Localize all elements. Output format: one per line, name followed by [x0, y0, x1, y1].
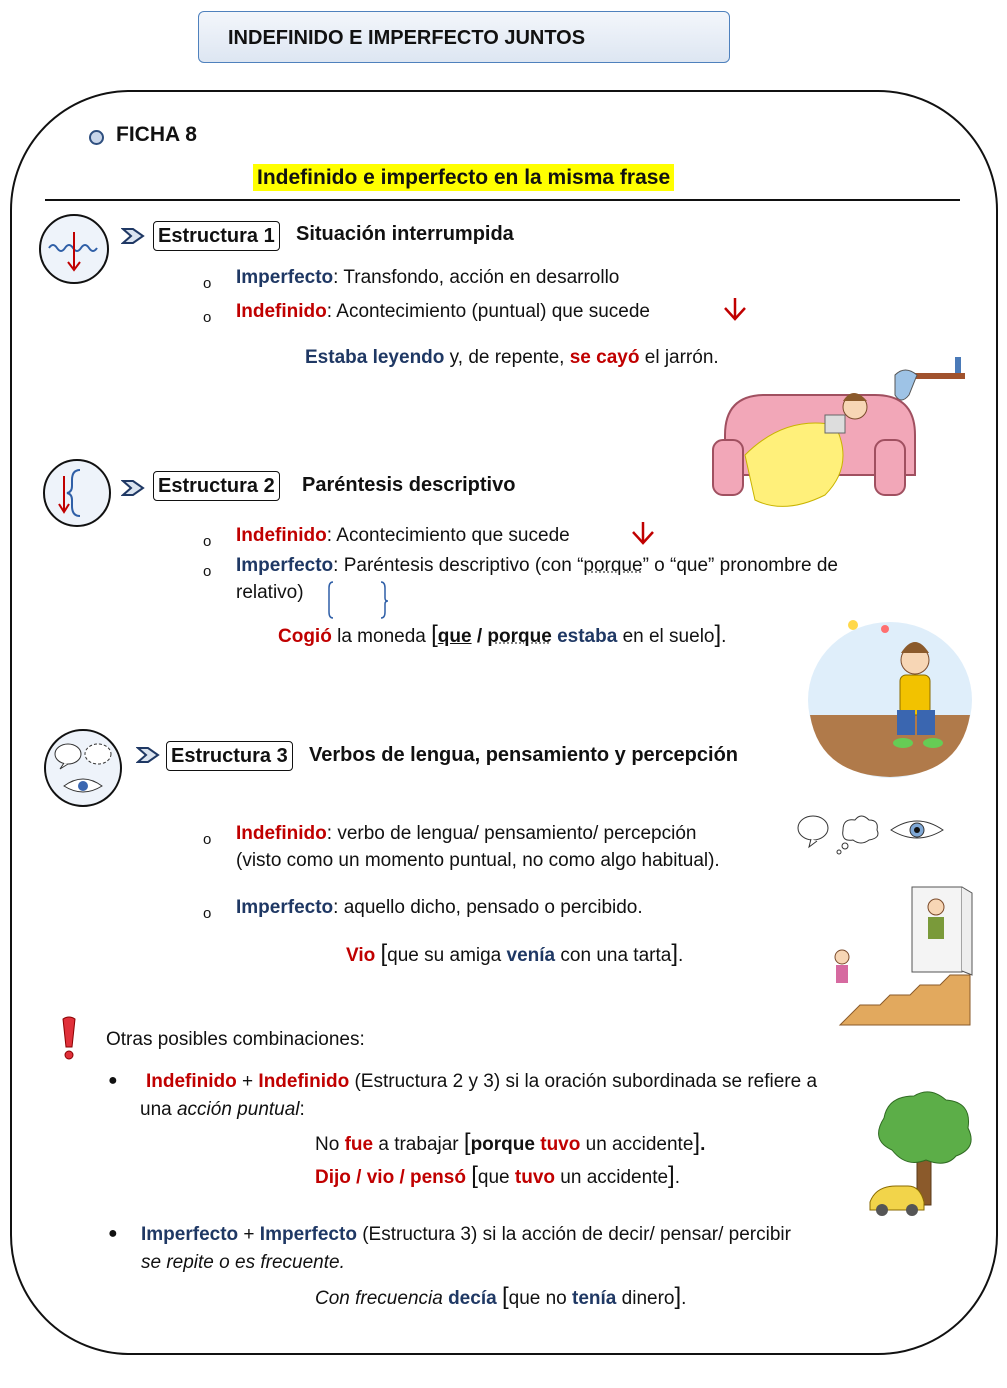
estructura-3-heading: Verbos de lengua, pensamiento y percepción	[309, 744, 739, 766]
exclamation-icon	[58, 1016, 80, 1062]
otras-point-2: Imperfecto + Imperfecto (Estructura 3) si la acción de decir/ pensar/ percibir	[141, 1224, 791, 1245]
otras-example-3: Con frecuencia decía [que no tenía dinero].	[315, 1283, 687, 1310]
speech-thought-eye-icons	[795, 812, 950, 857]
page-title: INDEFINIDO E IMPERFECTO JUNTOS	[228, 27, 586, 49]
subtitle: Indefinido e imperfecto en la misma frase	[253, 166, 674, 190]
estructura-1-label: Estructura 1	[153, 221, 280, 251]
estructura-2-label: Estructura 2	[153, 471, 280, 501]
chevron-right-icon	[121, 227, 147, 245]
s3-bullet-1: Indefinido: verbo de lengua/ pensamiento/ percepción	[236, 823, 697, 844]
s1-bullet-1: Imperfecto: Transfondo, acción en desarrollo	[236, 267, 620, 288]
estructura-2-heading: Paréntesis descriptivo	[302, 474, 516, 496]
bullet-dot-icon: ●	[108, 1072, 118, 1089]
otras-example-1: No fue a trabajar [porque tuvo un accidente].	[315, 1129, 706, 1156]
otras-intro: Otras posibles combinaciones:	[106, 1029, 365, 1050]
s1-example: Estaba leyendo y, de repente, se cayó el jarrón.	[305, 347, 719, 368]
divider	[45, 199, 960, 201]
parenthesis-bracket-icon	[325, 580, 391, 620]
s2-bullet-2-cont: relativo)	[236, 582, 304, 603]
s1-bullet-2: Indefinido: Acontecimiento (puntual) que sucede	[236, 301, 650, 322]
chevron-right-icon	[136, 746, 162, 764]
otras-point-1-cont: una acción puntual:	[140, 1099, 305, 1120]
circle-bullet-icon	[89, 130, 104, 145]
s2-bullet-1: Indefinido: Acontecimiento que sucede	[236, 525, 570, 546]
speech-thought-eye-icon	[40, 728, 126, 808]
stairs-door-illustration	[820, 885, 980, 1030]
wave-arrow-icon	[37, 212, 111, 286]
estructura-1-heading: Situación interrumpida	[296, 223, 514, 245]
girl-coin-illustration	[805, 615, 975, 780]
bullet-icon: o	[203, 309, 212, 326]
estructura-3-label: Estructura 3	[166, 741, 293, 771]
sofa-reading-illustration	[705, 345, 990, 510]
bullet-icon: o	[203, 563, 212, 580]
bullet-icon: o	[203, 831, 212, 848]
parenthesis-arrow-icon	[40, 458, 114, 528]
bullet-icon: o	[203, 275, 212, 292]
down-arrow-icon	[630, 520, 656, 546]
chevron-right-icon	[121, 479, 147, 497]
otras-example-2: Dijo / vio / pensó [que tuvo un accidente].	[315, 1162, 680, 1189]
s3-bullet-2: Imperfecto: aquello dicho, pensado o percibido.	[236, 897, 643, 918]
down-arrow-icon	[722, 296, 748, 322]
otras-point-2-cont: se repite o es frecuente.	[141, 1252, 345, 1273]
bullet-dot-icon: ●	[108, 1225, 118, 1242]
s2-bullet-2: Imperfecto: Paréntesis descriptivo (con “porque” o “que” pronombre de	[236, 555, 838, 576]
otras-point-1: Indefinido + Indefinido (Estructura 2 y 3) si la oración subordinada se refiere a	[146, 1071, 818, 1092]
ficha-label: FICHA 8	[116, 123, 197, 146]
bullet-icon: o	[203, 533, 212, 550]
s2-example: Cogió la moneda [que / porque estaba en el suelo].	[278, 621, 727, 648]
s3-example: Vio [que su amiga venía con una tarta].	[346, 940, 684, 967]
bullet-icon: o	[203, 905, 212, 922]
s3-bullet-1-cont: (visto como un momento puntual, no como algo habitual).	[236, 850, 720, 871]
tree-car-illustration	[862, 1090, 982, 1220]
